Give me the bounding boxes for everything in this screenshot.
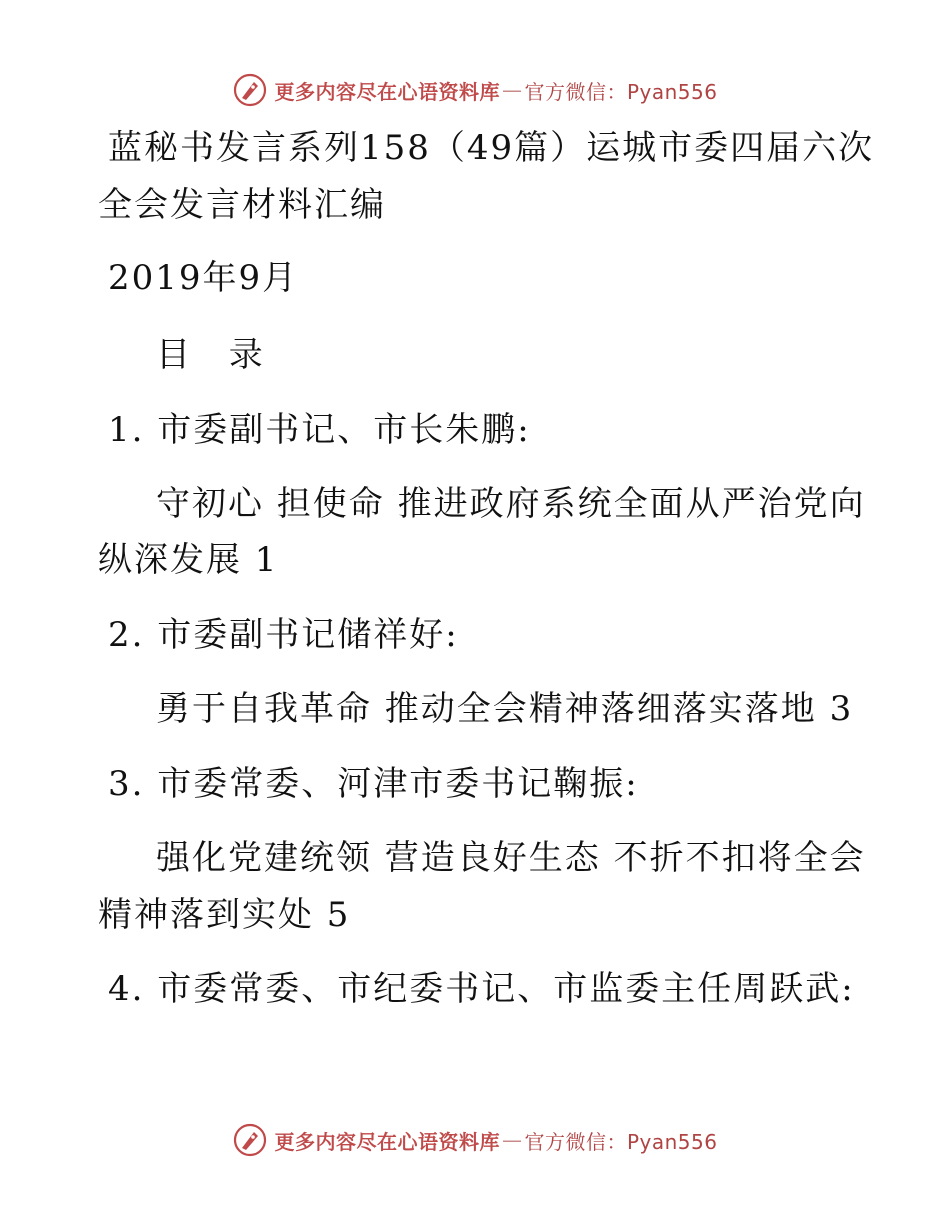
toc-entry-2-title-line-1: 勇于自我革命 推动全会精神落细落实落地 3 xyxy=(156,689,854,729)
toc-entry-4-speaker: 4. 市委常委、市纪委书记、市监委主任周跃武: xyxy=(108,969,855,1009)
watermark-separator: — xyxy=(501,1128,523,1152)
watermark-contact: 官方微信：Pyan556 xyxy=(524,1129,718,1154)
toc-heading: 目 录 xyxy=(156,335,277,375)
document-date: 2019年9月 xyxy=(108,258,299,298)
document-title-line-2: 全会发言材料汇编 xyxy=(98,185,386,225)
watermark-brand: 更多内容尽在心语资料库 xyxy=(274,79,500,104)
toc-entry-3-speaker: 3. 市委常委、河津市委书记鞠振: xyxy=(108,764,639,804)
toc-entry-1-title-line-2: 纵深发展 1 xyxy=(98,540,279,580)
pen-nib-logo-icon xyxy=(232,1122,268,1158)
toc-entry-1-title-line-1: 守初心 担使命 推进政府系统全面从严治党向 xyxy=(156,484,866,524)
toc-entry-1-speaker: 1. 市委副书记、市长朱鹏: xyxy=(108,410,531,450)
toc-entry-3-title-line-2: 精神落到实处 5 xyxy=(98,895,351,935)
document-title-line-1: 蓝秘书发言系列158（49篇）运城市委四届六次 xyxy=(108,128,875,168)
watermark-separator: — xyxy=(501,78,523,102)
watermark-contact: 官方微信：Pyan556 xyxy=(524,79,718,104)
watermark-brand: 更多内容尽在心语资料库 xyxy=(274,1129,500,1154)
toc-entry-3-title-line-1: 强化党建统领 营造良好生态 不折不扣将全会 xyxy=(156,838,866,878)
toc-entry-2-speaker: 2. 市委副书记储祥好: xyxy=(108,615,459,655)
watermark-footer xyxy=(0,1120,950,1160)
